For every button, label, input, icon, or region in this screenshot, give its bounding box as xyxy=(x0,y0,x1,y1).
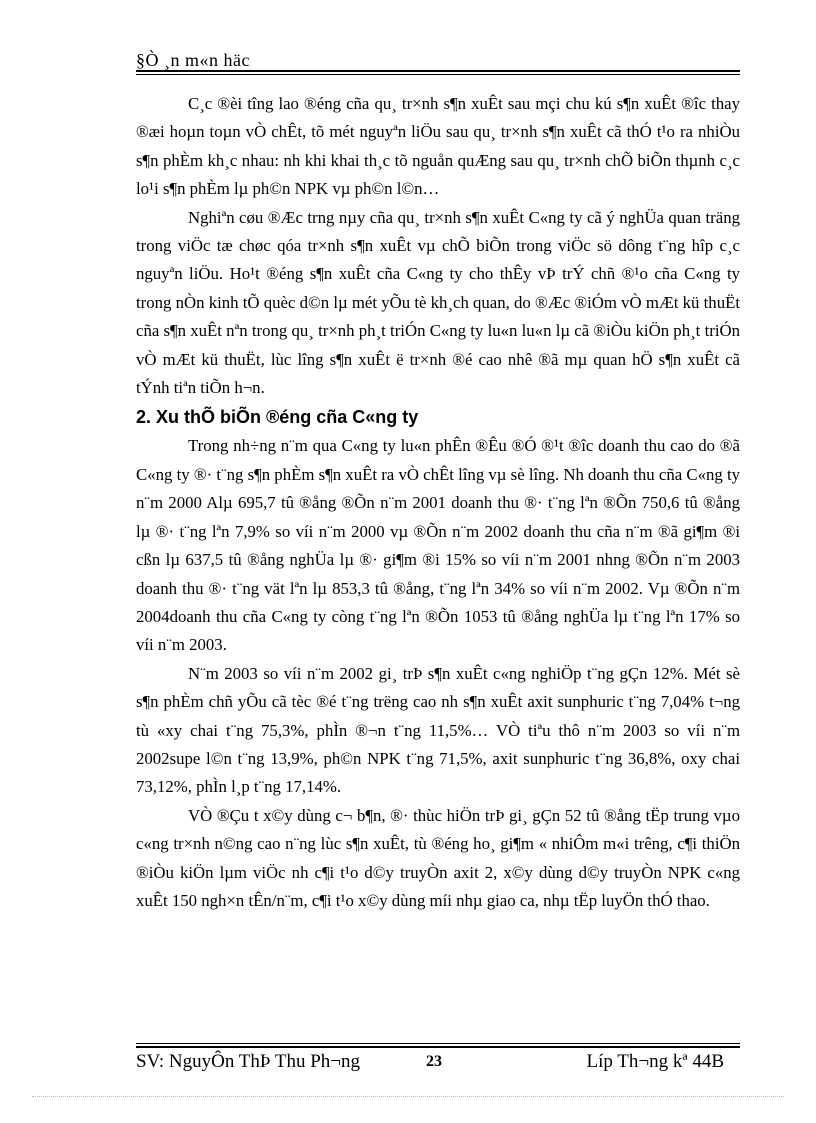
paragraph-5: VÒ ®Çu t x©y dùng c¬ b¶n, ®· thùc hiÖn trÞ gi¸ gÇn 52 tû ®ång tËp trung vµo c«ng tr×nh n©ng cao n¨ng lùc s¶n xuÊt, tù ®éng ho¸ gi¶m « nhiÔm m«i trêng, c¶i thiÖn ®iÒu kiÖn lµm viÖc nh c¶i t¹o d©y truyÒn axit 2, x©y dùng d©y truyÒn NPK c«ng xuÊt 150 ngh×n tÊn/n¨m, c¶i t¹o x©y dùng míi nhµ giao ca, nhµ tËp luyÖn thÓ thao. xyxy=(136,805,740,910)
page-footer xyxy=(136,1051,740,1079)
paragraph-3: Trong nh÷ng n¨m qua C«ng ty lu«n phÊn ®Êu ®Ó ®¹t ®îc doanh thu cao do ®ã C«ng ty ®· t¨ng s¶n phÈm s¶n xuÊt ra vÒ chÊt lîng vµ sè lîng. Nh doanh thu cña C«ng ty n¨m 2000 Alµ 695,7 tû ®ång ®Õn n¨m 2001 doanh thu ®· t¨ng lªn ®Õn 750,6 tû ®ång lµ ®· t¨ng lªn 7,9% so víi n¨m 2000 vµ ®Õn n¨m 2002 doanh thu cña n¨m ®ã gi¶m ®i cßn lµ 637,5 tû ®ång nghÜa lµ ®· gi¶m ®i 15% so víi n¨m 2001 nhng ®Õn n¨m 2003 doanh thu ®· t¨ng vät lªn lµ 853,3 tû ®ång, t¨ng lªn 34% so víi n¨m 2002. Vµ ®Õn n¨m 2004doanh thu cña C«ng ty còng t¨ng lªn ®Õn 1053 tû ®ång nghÜa lµ t¨ng lªn 17% so víi n¨m 2003. xyxy=(136,436,740,655)
footer-page-number: 23 xyxy=(426,1053,442,1070)
paragraph-2: Nghiªn cøu ®Æc trng nµy cña qu¸ tr×nh s¶n xuÊt C«ng ty cã ý nghÜa quan träng trong viÖc tæ chøc qóa tr×nh s¶n xuÊt vµ chÕ biÕn trong viÖc sö dông t¨ng hîp c¸c nguyªn liÖu. Ho¹t ®éng s¶n xuÊt cña C«ng ty cho thÊy vÞ trÝ chñ ®¹o cña C«ng ty trong nÒn kinh tÕ quèc d©n lµ mét yÕu tè kh¸ch quan, do ®Æc ®iÓm vÒ mÆt kü thuËt cña s¶n xuÊt nªn trong qu¸ tr×nh ph¸t triÓn C«ng ty lu«n lu«n lµ cã ®iÒu kiÖn ph¸t triÓn vÒ mÆt kü thuËt, lùc lîng s¶n xuÊt ë tr×nh ®é cao nhê ®ã mµ quan hÖ s¶n xuÊt cã tÝnh tiªn tiÕn h¬n. xyxy=(136,207,740,398)
footer-student-name: SV: NguyÔn ThÞ Thu Ph¬ng xyxy=(136,1051,360,1072)
footer-rule-thin xyxy=(136,1043,740,1044)
footer-class-name: Líp Th¬ng kª 44B xyxy=(586,1051,724,1072)
header-rule-thick xyxy=(136,70,740,72)
header-rule-thin xyxy=(136,74,740,75)
page-bottom-dotted-line xyxy=(32,1096,784,1097)
paragraph-1: C¸c ®èi tîng lao ®éng cña qu¸ tr×nh s¶n xuÊt sau mçi chu kú s¶n xuÊt ®îc thay ®æi hoµn toµn vÒ chÊt, tõ mét nguyªn liÖu sau qu¸ tr×nh s¶n xuÊt cã thÓ t¹o ra nhiÒu s¶n phÈm kh¸c nhau: nh khi khai th¸c tõ nguån quÆng sau qu¸ tr×nh chÕ biÕn thµnh c¸c lo¹i s¶n phÈm lµ ph©n NPK vµ ph©n l©n… xyxy=(136,94,740,199)
paragraph-4: N¨m 2003 so víi n¨m 2002 gi¸ trÞ s¶n xuÊt c«ng nghiÖp t¨ng gÇn 12%. Mét sè s¶n phÈm chñ yÕu cã tèc ®é t¨ng trëng cao nh s¶n xuÊt axit sunphuric t¨ng 7,04% t¬ng tù «xy chai t¨ng 75,3%, phÌn ®¬n t¨ng 11,5%… VÒ tiªu thô n¨m 2003 so víi n¨m 2002supe l©n t¨ng 13,9%, ph©n NPK t¨ng 71,5%, axit sunphuric t¨ng 36,8%, oxy chai 73,12%, phÌn l¸p t¨ng 17,14%. xyxy=(136,663,740,797)
document-body xyxy=(136,90,740,915)
section-heading: 2. Xu thÕ biÕn ®éng cña C«ng ty xyxy=(136,407,419,428)
footer-rule-thick xyxy=(136,1046,740,1048)
page-header-title: §Ò ¸n m«n häc xyxy=(136,50,250,70)
